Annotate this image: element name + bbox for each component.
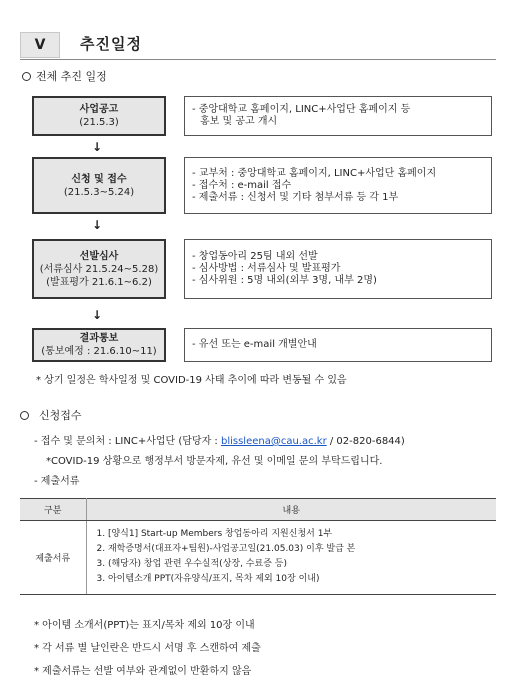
stage-name: 선발심사 [79, 250, 119, 262]
stage-detail-announcement [184, 96, 492, 136]
stage-box-selection [32, 239, 166, 299]
detail-line: - 심사위원 : 5명 내외(외부 3명, 내부 2명) [192, 275, 377, 286]
stage-detail-selection [184, 239, 492, 299]
detail-line: - 창업동아리 25팀 내외 선발 [192, 251, 318, 262]
schedule-heading-text: 전체 추진 일정 [36, 70, 107, 83]
stage-date: (21.5.3~5.24) [63, 186, 135, 198]
down-arrow-icon: ↓ [92, 140, 103, 154]
contact-email-link[interactable]: blissleena@cau.ac.kr [220, 436, 327, 447]
detail-line: - 제출서류 : 신청서 및 기타 첨부서류 등 각 1부 [192, 191, 399, 203]
table-row [20, 521, 496, 595]
section-header [20, 30, 496, 60]
detail-line: - 접수처 : e-mail 접수 [192, 179, 292, 191]
documents-table [20, 498, 496, 595]
circle-bullet-icon [20, 411, 29, 420]
application-heading [20, 407, 82, 423]
row-items [86, 521, 496, 595]
table-header-content: 내용 [86, 499, 496, 521]
detail-line: - 심사방법 : 서류심사 및 발표평가 [192, 263, 341, 274]
detail-line: 홍보 및 공고 개시 [200, 116, 278, 127]
schedule-note: * 상기 일정은 학사일정 및 COVID-19 사태 추이에 따라 변동될 수 있음 [36, 375, 347, 386]
schedule-heading [22, 68, 107, 84]
table-header-category: 구분 [20, 499, 86, 521]
contact-line [34, 432, 405, 447]
stage-box-announcement [32, 96, 166, 136]
circle-bullet-icon [22, 72, 31, 81]
detail-line: - 중앙대학교 홈페이지, LINC+사업단 홈페이지 등 [192, 104, 411, 115]
detail-line: - 교부처 : 중앙대학교 홈페이지, LINC+사업단 홈페이지 [192, 167, 437, 179]
stage-detail-notification [184, 328, 492, 362]
stage-box-application [32, 157, 166, 214]
stage-date: (21.5.3) [79, 117, 119, 128]
down-arrow-icon: ↓ [92, 218, 103, 232]
footnote: * 제출서류는 선발 여부와 관계없이 반환하지 않음 [34, 666, 252, 677]
stage-name: 결과통보 [79, 333, 119, 344]
stage-name: 신청 및 접수 [71, 173, 127, 185]
footnote: * 각 서류 별 날인란은 반드시 서명 후 스캔하여 제출 [34, 643, 261, 654]
section-title: 추진일정 [80, 35, 142, 53]
list-item: 3. (해당자) 창업 관련 우수실적(상장, 수료증 등) [96, 559, 287, 569]
table-header-row [20, 499, 496, 521]
covid-note: *COVID-19 상황으로 행정부서 방문자제, 유선 및 이메일 문의 부탁드립니다. [46, 456, 383, 467]
down-arrow-icon: ↓ [92, 308, 103, 322]
footnote: * 아이템 소개서(PPT)는 표지/목차 제외 10장 이내 [34, 620, 255, 631]
stage-date: (서류심사 21.5.24~5.28) [39, 263, 159, 275]
docs-label: - 제출서류 [34, 476, 80, 487]
stage-date: (발표평가 21.6.1~6.2) [46, 276, 152, 288]
stage-detail-application [184, 157, 492, 214]
stage-date: (통보예정 : 21.6.10~11) [41, 346, 157, 357]
row-label: 제출서류 [20, 521, 86, 595]
list-item: 3. 아이템소개 PPT(자유양식/표지, 목차 제외 10장 이내) [96, 574, 320, 584]
stage-box-notification [32, 328, 166, 362]
list-item: 1. [양식1] Start-up Members 창업동아리 지원신청서 1부 [96, 529, 333, 539]
contact-prefix: - 접수 및 문의처 : LINC+사업단 (담당자 : [34, 436, 221, 447]
section-number: Ⅴ [20, 32, 60, 58]
detail-line: - 유선 또는 e-mail 개별안내 [192, 339, 317, 350]
application-heading-text: 신청접수 [39, 409, 82, 422]
list-item: 2. 재학증명서(대표자+팀원)-사업공고일(21.05.03) 이후 발급 본 [96, 544, 356, 554]
stage-name: 사업공고 [79, 104, 119, 115]
contact-suffix: / 02-820-6844) [326, 436, 405, 447]
